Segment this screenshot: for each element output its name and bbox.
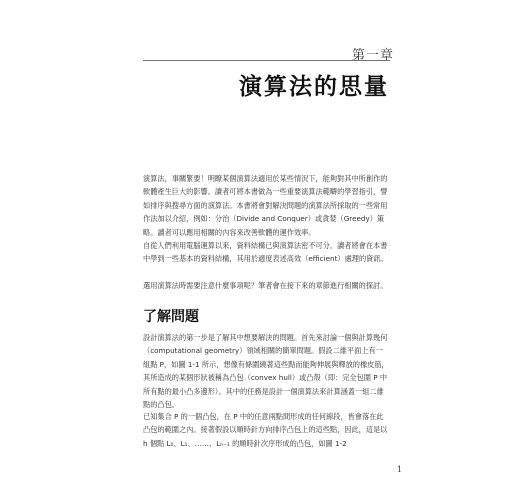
section-heading: 了解問題 — [143, 309, 199, 325]
chapter-title: 演算法的思量 — [239, 74, 389, 100]
chapter-label: 第一章 — [351, 48, 394, 63]
section-paragraph-2: 已知集合 P 的一個凸包，在 P 中的任意兩點間形成的任何線段，皆會落在此凸包的範圍之內。接著假設以順時針方向排序凸包上的這些點，因此，這是以 h 個點 L₀、L₁、……、Lₕ₋₁ 的順時針次序形成的凸包，如圖 1-2 — [143, 412, 388, 448]
intro-paragraph-1: 演算法，事關緊要！明瞭某個演算法適用於某些情況下，能夠對其中所創作的軟體產生巨大的影響。讀者可將本書做為一些重要演算法範疇的學習指引，譬如排序與搜尋方面的演算法。本書將會對解決問題的演算法所採取的一些常用作法加以介紹，例如：分治（Divide and Conquer）或貪婪（Greedy）策略。讀者可以應用相關的內容來改善軟體的運作效率。 — [143, 174, 388, 237]
page-number: 1 — [397, 465, 403, 474]
intro-paragraph-2: 自從人們利用電腦運算以來，資料結構已與演算法密不可分。讀者將會在本書中學到一些基本的資料結構，其用於適度表述高效（efficient）處理的資訊。 — [143, 241, 388, 264]
chapter-rule — [143, 60, 390, 61]
section-paragraph-1: 設計演算法的第一步是了解其中想要解決的問題。首先來討論一個與計算幾何（computational geometry）領域相關的簡單問題。假設二維平面上有一組點 P，如圖 1-1 所示，想像有條圍繞著這些點而能夠伸展與釋放的橡皮筋，其所造成的某個形狀被稱為凸包（convex hull）或凸殼（即：完全包圍 P 中所有點的最小凸多邊形）。其中的任務是設計一個演算法來計算涵蓋一組二維點的凸包。 — [143, 333, 389, 410]
intro-paragraph-3: 選用演算法時需要注意什麼事項呢？筆者會在接下來的章節進行相關的探討。 — [143, 281, 388, 290]
